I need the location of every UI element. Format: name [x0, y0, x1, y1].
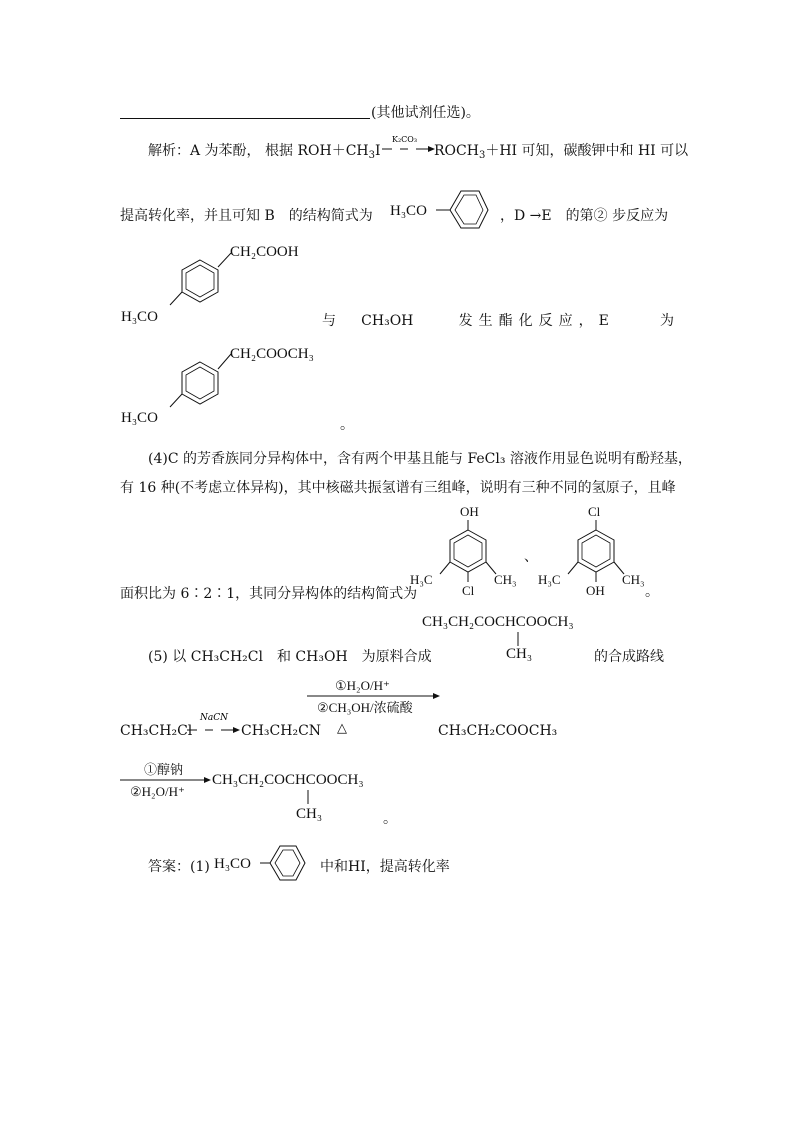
answer-label: 答案：(1)	[148, 859, 210, 875]
mid-word-3: 发生酯化反应，E	[458, 313, 615, 329]
part4-line-2: 有 16 种(不考虑立体异构)，其中核磁共振氢谱有三组峰，说明有三种不同的氢原子，且峰	[120, 480, 676, 496]
h3c-label: H₃C	[410, 572, 433, 587]
arrow-hydrolysis-esterification	[305, 676, 445, 740]
h3co-label: H₃CO	[214, 856, 251, 872]
route-reactant: CH₃CH₂Cl	[120, 723, 193, 739]
analysis-text-a: A 为苯酚， 根据 ROH＋CH	[190, 143, 369, 159]
answer-blank	[120, 106, 370, 119]
answer-text: 中和HI，提高转化率	[320, 859, 450, 875]
ch2cooh-label: CH₂COOH	[230, 244, 299, 260]
mid-word-4: 为	[659, 313, 674, 329]
analysis-label: 解析：	[148, 143, 190, 159]
ester-structure-e	[118, 338, 358, 428]
ch2cooch3-label: CH₂COOCH₃	[230, 346, 314, 362]
h3co-label: H₃CO	[121, 410, 158, 426]
reaction-arrow-k2co3	[380, 133, 440, 157]
anisole-structure-answer	[214, 840, 314, 882]
nacn-condition: NaCN	[200, 713, 229, 723]
arrow3-top: ①醇钠	[144, 762, 184, 777]
cl-label: Cl	[588, 504, 601, 519]
chain-label: CH₃CH₂COCHCOOCH₃	[212, 772, 364, 788]
part5-intro-b: 的合成路线	[594, 649, 664, 665]
analysis-line-2b: ，D →E 的第② 步反应为	[500, 208, 669, 224]
arrow2-top: ①H₂O/H⁺	[335, 678, 390, 693]
arrow-nacn	[185, 712, 245, 738]
h3co-label: H₃CO	[390, 203, 427, 219]
acid-structure	[118, 240, 328, 330]
ester-end-mark: 。	[340, 417, 354, 433]
analysis-text-b: ROCH	[434, 143, 479, 159]
route-end-mark: 。	[383, 811, 397, 827]
arrow2-delta: △	[337, 720, 347, 735]
h3co-label: H₃CO	[121, 309, 158, 325]
arrow2-bottom: ②CH₃OH/浓硫酸	[317, 700, 413, 715]
analysis-sub-b: 3	[478, 150, 486, 161]
isomer-separator: 、	[524, 549, 538, 565]
k2co3-condition: K₂CO₃	[392, 135, 418, 144]
part4-line-1: (4)C 的芳香族同分异构体中，含有两个甲基且能与 FeCl₃ 溶液作用显色说明有酚羟基，	[148, 451, 692, 467]
route-intermediate-1: CH₃CH₂CN	[241, 723, 322, 739]
analysis-line-1b	[434, 142, 688, 160]
analysis-mid-line	[322, 312, 674, 330]
analysis-line-2a: 提高转化率，并且可知 B 的结构简式为	[120, 208, 373, 224]
target-structure	[422, 608, 602, 662]
analysis-text-b2: ＋HI 可知，碳酸钾中和 HI 可以	[485, 143, 689, 159]
product-structure	[212, 766, 392, 822]
h3c-label: H₃C	[538, 572, 561, 587]
oh-label: OH	[460, 504, 479, 519]
ch3-branch: CH₃	[506, 646, 533, 662]
analysis-line-1	[148, 142, 381, 160]
analysis-sub-a: 3	[368, 150, 375, 161]
anisole-structure-b	[390, 182, 500, 230]
part5-intro-a: (5) 以 CH₃CH₂Cl 和 CH₃OH 为原料合成	[148, 649, 432, 665]
blank-suffix: (其他试剂任选)。	[371, 105, 480, 121]
cl-label: Cl	[462, 583, 475, 598]
arrow-claisen	[118, 760, 218, 810]
isomer-structure-2	[538, 502, 658, 602]
route-intermediate-2: CH₃CH₂COOCH₃	[438, 723, 558, 739]
mid-word-2: CH₃OH	[361, 313, 414, 329]
part4-line-3: 面积比为 6∶2∶1，其同分异构体的结构简式为	[120, 586, 418, 602]
mid-word-1: 与	[322, 313, 336, 329]
part4-end-mark: 。	[645, 584, 659, 600]
isomer-structure-1	[410, 502, 530, 602]
chain-label: CH₃CH₂COCHCOOCH₃	[422, 614, 574, 630]
analysis-text-a2: I	[374, 143, 381, 159]
oh-label: OH	[586, 583, 605, 598]
ch3-branch: CH₃	[296, 806, 323, 822]
arrow3-bottom: ②H₂O/H⁺	[130, 784, 185, 799]
ch3-label: CH₃	[494, 572, 517, 587]
ch3-label: CH₃	[622, 572, 645, 587]
